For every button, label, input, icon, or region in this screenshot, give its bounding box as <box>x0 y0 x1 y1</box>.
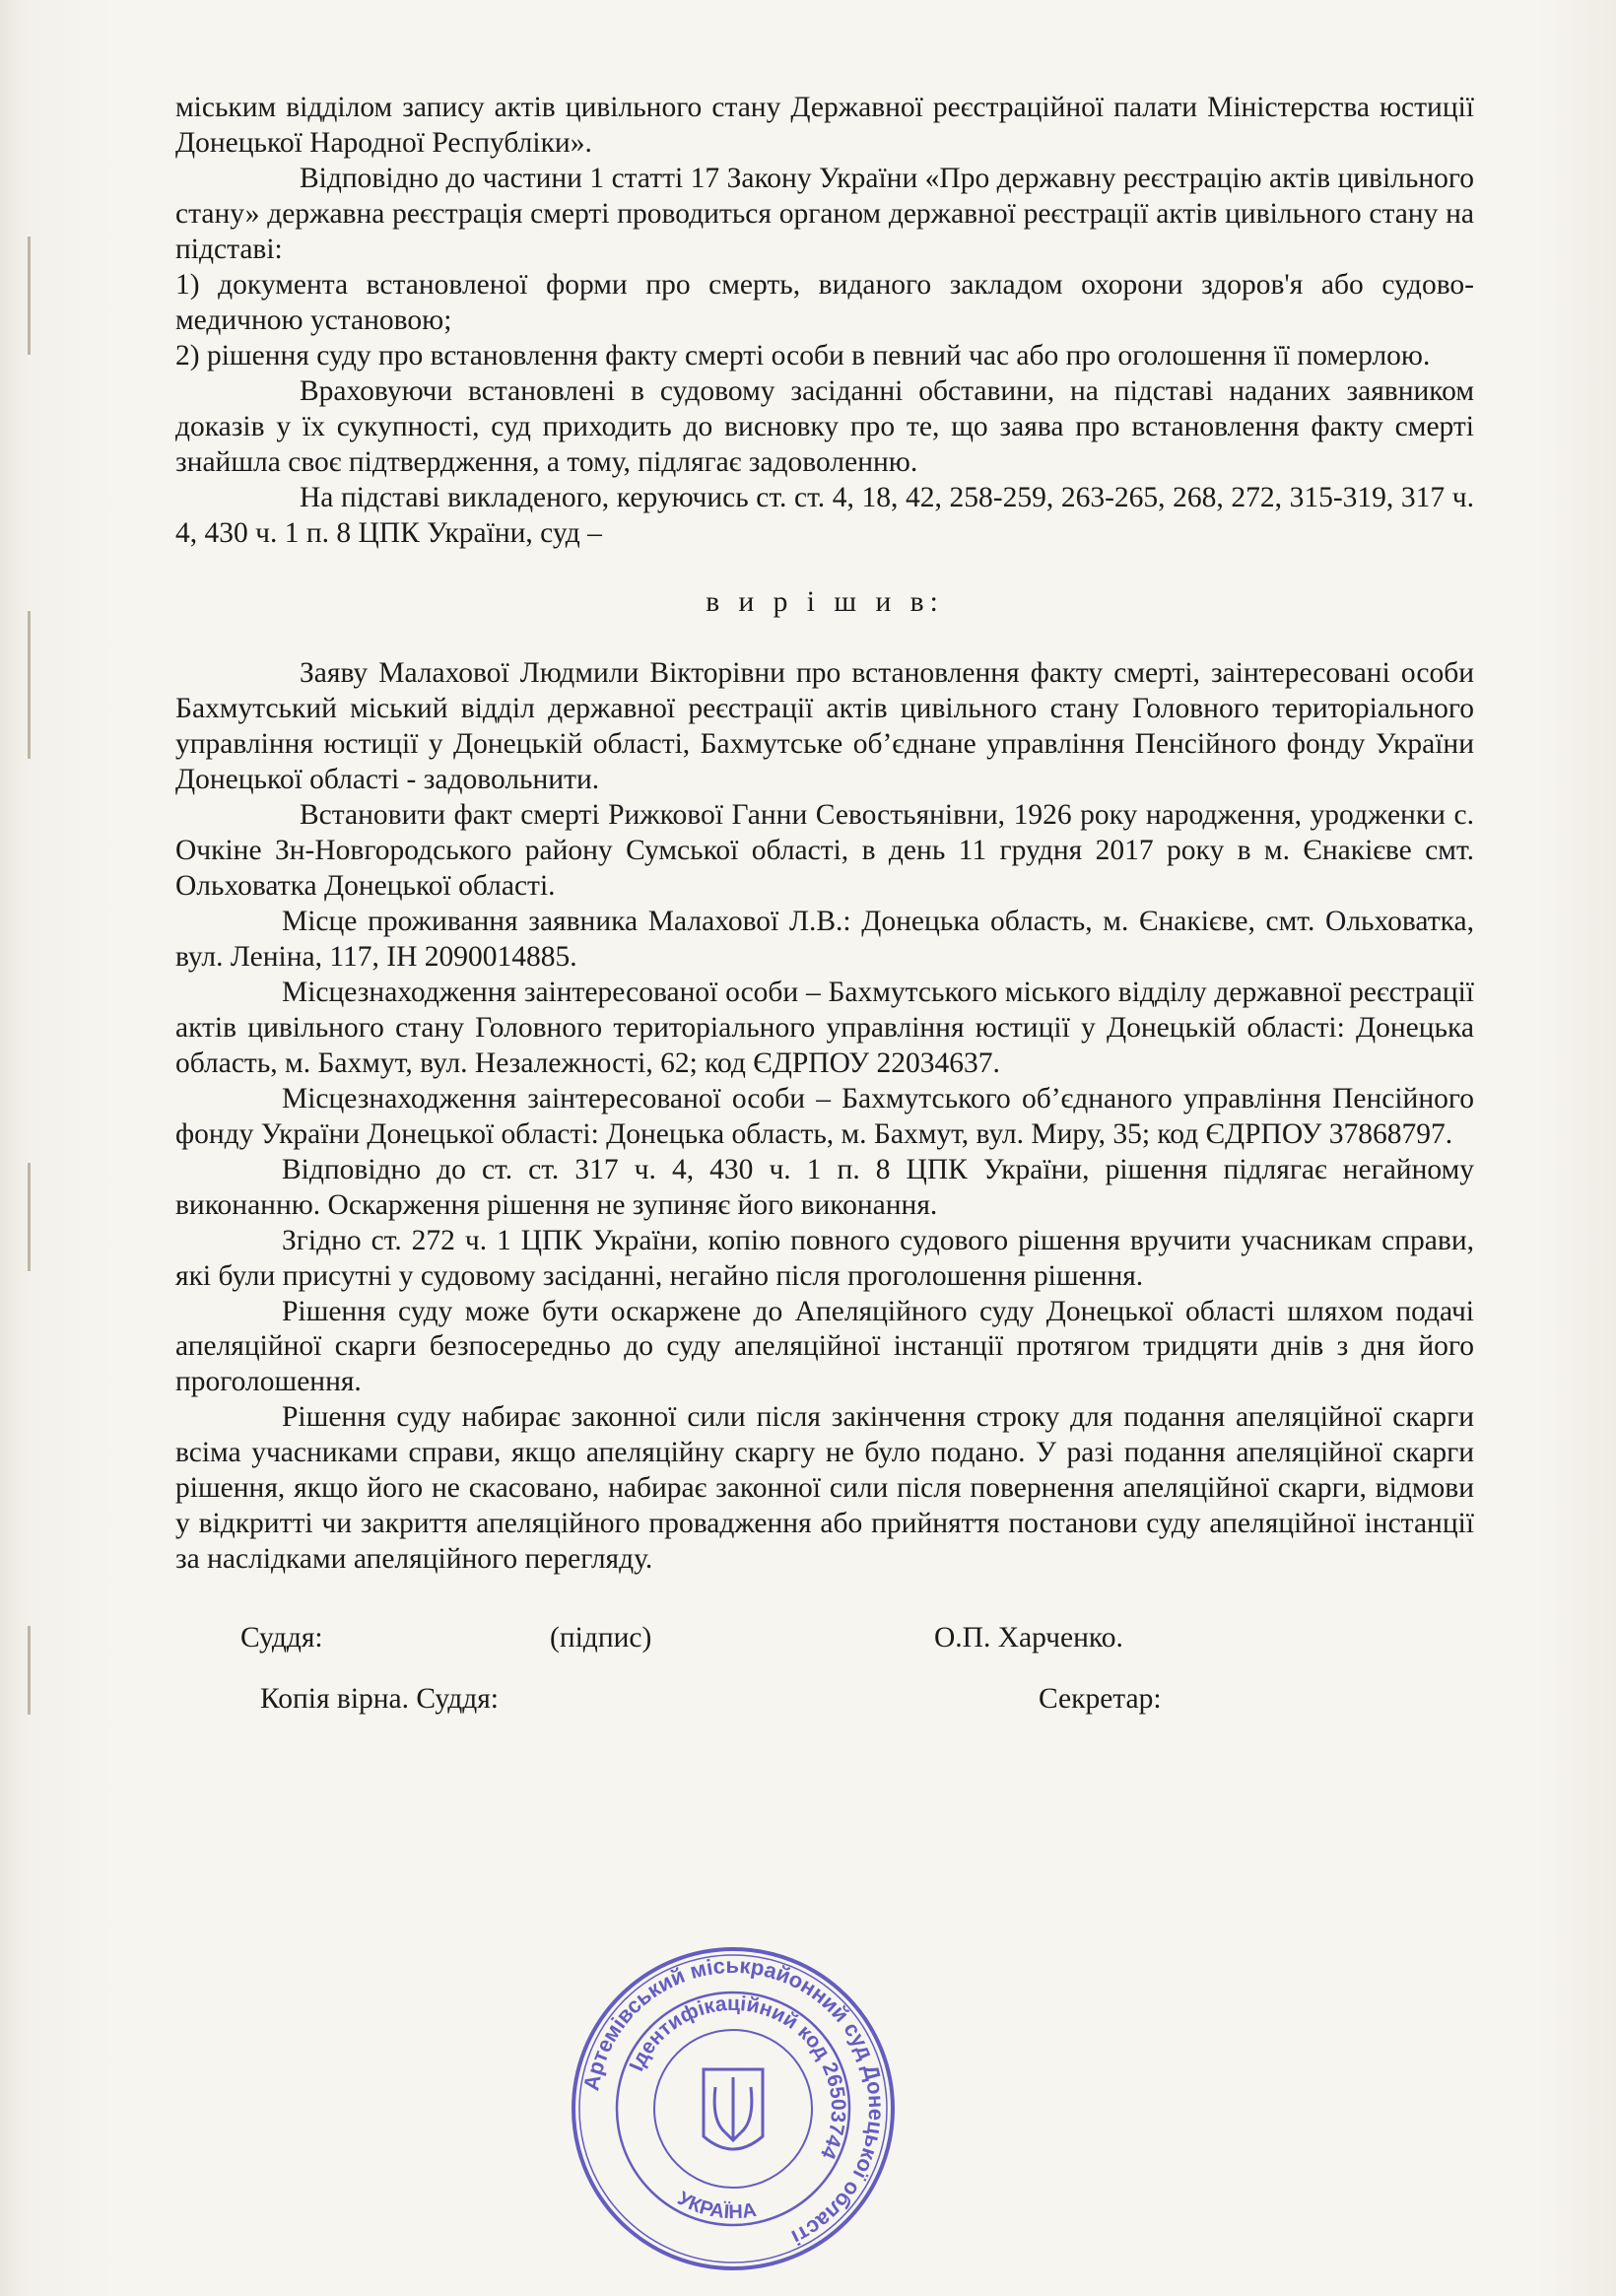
decision-paragraph: Рішення суду набирає законної сили після закінчення строку для подання апеляційної скарги всіма учасниками справи, якщо апеляційну скаргу не було подано. У разі подання апеляційної скарги рішення, якщо його не скасовано, набирає законної сили після повернення апеляційної скарги, відмови у відкритті чи закриття апеляційного провадження або прийняття постанови суду апеляційної інстанції за наслідками апеляційного перегляду. <box>175 1401 1474 1576</box>
court-stamp <box>568 1943 899 2274</box>
binding-mark <box>28 1626 31 1715</box>
paragraph: Відповідно до частини 1 статті 17 Закону України «Про державну реєстрацію актів цивільного стану» державна реєстрація смерті проводиться органом державної реєстрації актів цивільного стану на підставі: <box>175 162 1474 265</box>
stamp-inner-text: Ідентифікаційний код 26503744 <box>625 1992 850 2163</box>
decision-paragraph: Рішення суду може бути оскаржене до Апеляційного суду Донецької області шляхом подачі апеляційної скарги безпосередньо до суду апеляційної інстанції протягом тридцяти днів з дня його проголошення. <box>175 1295 1474 1398</box>
decision-paragraph: Місце проживання заявника Малахової Л.В.: Донецька область, м. Єнакієве, смт. Ольховатка, вул. Леніна, 117, ІН 2090014885. <box>175 905 1474 973</box>
judge-label: Суддя: <box>240 1622 323 1654</box>
paragraph: На підставі викладеного, керуючись ст. ст. 4, 18, 42, 258-259, 263-265, 268, 272, 315-319, 317 ч. 4, 430 ч. 1 п. 8 ЦПК України, суд – <box>175 481 1474 549</box>
binding-mark <box>28 1163 31 1271</box>
judge-name: О.П. Харченко. <box>934 1622 1123 1654</box>
copy-signature-row <box>175 1682 1474 1743</box>
stamp-bottom-text: УКРАЇНА <box>673 2187 759 2224</box>
signature-note: (підпис) <box>550 1622 652 1654</box>
paragraph: Враховуючи встановлені в судовому засіданні обставини, на підставі наданих заявником доказів у їх сукупності, суд приходить до висновку про те, що заява про встановлення факту смерті знайшла своє підтвердження, а тому, підлягає задоволенню. <box>175 374 1474 478</box>
list-item: 1) документа встановленої форми про смерть, виданого закладом охорони здоров'я або судово-медичною установою; <box>175 268 1474 336</box>
copy-label: Копія вірна. Суддя: <box>260 1683 500 1716</box>
binding-mark <box>28 611 31 759</box>
decision-paragraph: Заяву Малахової Людмили Вікторівни про встановлення факту смерті, заінтересовані особи Бахмутський міський відділ державної реєстрації актів цивільного стану Головного територіального управління юстиції у Донецькій області, Бахмутське об’єднане управління Пенсійного фонду України Донецької області - задовольнити. <box>175 656 1474 795</box>
decision-paragraph: Відповідно до ст. ст. 317 ч. 4, 430 ч. 1 п. 8 ЦПК України, рішення підлягає негайному виконанню. Оскарження рішення не зупиняє його виконання. <box>175 1153 1474 1221</box>
decision-paragraph: Згідно ст. 272 ч. 1 ЦПК України, копію повного судового рішення вручити учасникам справи, які були присутні у судовому засіданні, негайно після проголошення рішення. <box>175 1224 1474 1292</box>
stamp-outer-text: Артемівський міськрайонний суд Донецької області <box>578 1952 890 2251</box>
trident-icon <box>704 2069 763 2149</box>
decision-paragraph: Місцезнаходження заінтересованої особи – Бахмутського міського відділу державної реєстрації актів цивільного стану Головного територіального управління юстиції у Донецькій області: Донецька область, м. Бахмут, вул. Незалежності, 62; код ЄДРПОУ 22034637. <box>175 976 1474 1079</box>
paragraph: міським відділом запису актів цивільного стану Державної реєстраційної палати Міністерства юстиції Донецької Народної Республіки». <box>175 92 1474 159</box>
judge-signature-row <box>175 1621 1474 1682</box>
document-body <box>175 91 1474 1743</box>
binding-mark <box>28 236 31 355</box>
decision-paragraph: Місцезнаходження заінтересованої особи – Бахмутського об’єднаного управління Пенсійного фонду України Донецької області: Донецька область, м. Бахмут, вул. Миру, 35; код ЄДРПОУ 37868797. <box>175 1082 1474 1150</box>
verdict-heading: в и р і ш и в: <box>706 585 944 618</box>
decision-paragraph: Встановити факт смерті Рижкової Ганни Севостьянівни, 1926 року народження, уродженки с. Очкіне Зн-Новгородського району Сумської області, в день 11 грудня 2017 року в м. Єнакієве смт. Ольховатка Донецької області. <box>175 798 1474 902</box>
secretary-label: Секретар: <box>1039 1683 1162 1716</box>
list-item: 2) рішення суду про встановлення факту смерті особи в певний час або про оголошення її померлою. <box>175 339 1431 371</box>
